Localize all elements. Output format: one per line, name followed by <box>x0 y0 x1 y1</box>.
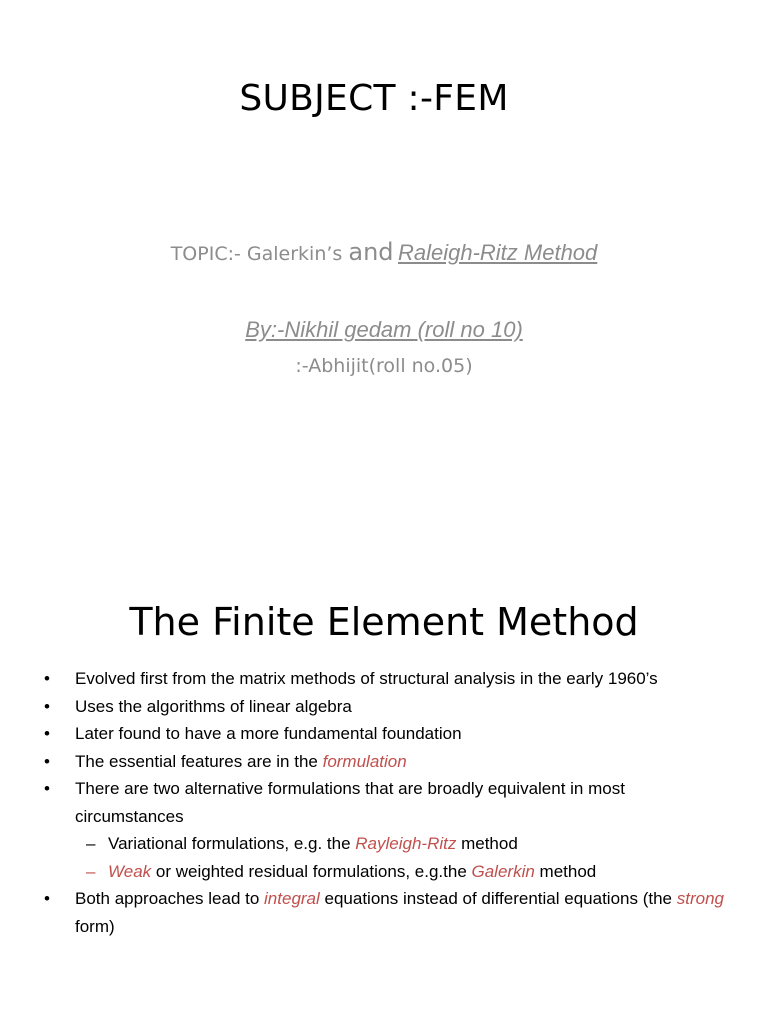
bullet-text: Variational formulations, e.g. the <box>108 834 356 853</box>
list-item <box>0 693 768 721</box>
highlight-weak: Weak <box>108 861 152 881</box>
bullet-text-end: method <box>456 834 518 853</box>
slide-title: SUBJECT :-FEM <box>239 78 509 119</box>
bullet-text: There are two alternative formulations that are broadly equivalent in most circumstances <box>75 779 625 826</box>
bullet-text: Both approaches lead to <box>75 889 265 908</box>
list-item <box>0 775 768 830</box>
dash-icon: – <box>86 834 96 853</box>
topic-name: Galerkin’s <box>240 243 349 265</box>
list-subitem <box>0 858 768 886</box>
list-item <box>0 720 768 748</box>
highlight-strong: strong <box>676 889 724 908</box>
topic-and: and <box>348 238 394 266</box>
list-item <box>0 748 768 776</box>
bullet-text: The essential features are in the <box>75 751 323 771</box>
bullet-icon: • <box>44 669 50 688</box>
bullet-text-end: form) <box>75 916 115 936</box>
bullet-text: Evolved first from the matrix methods of structural analysis in the early 1960’s <box>75 669 658 688</box>
bullet-text: Later found to have a more fundamental foundation <box>75 724 462 743</box>
highlight-galerkin: Galerkin <box>471 861 535 881</box>
highlight-integral: integral <box>264 889 320 908</box>
bullet-text-mid: equations instead of differential equations (the <box>319 889 677 908</box>
bullet-text: Uses the algorithms of linear algebra <box>75 696 352 716</box>
bullet-icon: • <box>44 779 50 798</box>
author-line-1: By:-Nikhil gedam (roll no 10) <box>245 317 523 342</box>
list-item <box>0 885 768 940</box>
list-item <box>0 665 768 693</box>
bullet-list <box>0 665 768 940</box>
topic-line <box>0 238 768 266</box>
highlight-formulation: formulation <box>322 751 407 771</box>
highlight-rayleigh-ritz: Rayleigh-Ritz <box>355 834 457 853</box>
bullet-text: or weighted residual formulations, e.g.the <box>151 861 472 881</box>
bullet-icon: • <box>44 696 50 716</box>
bullet-text-end: method <box>534 861 597 881</box>
slide-2 <box>0 576 768 1024</box>
list-subitem <box>0 830 768 858</box>
bullet-icon: • <box>44 889 50 908</box>
bullet-icon: • <box>44 724 50 743</box>
dash-icon: – <box>86 861 96 881</box>
bullet-icon: • <box>44 751 50 771</box>
topic-method: Raleigh-Ritz Method <box>397 240 598 265</box>
author-line-2: :-Abhijit(roll no.05) <box>295 355 473 377</box>
topic-prefix: TOPIC:- <box>170 243 241 265</box>
slide-title: The Finite Element Method <box>129 600 639 644</box>
